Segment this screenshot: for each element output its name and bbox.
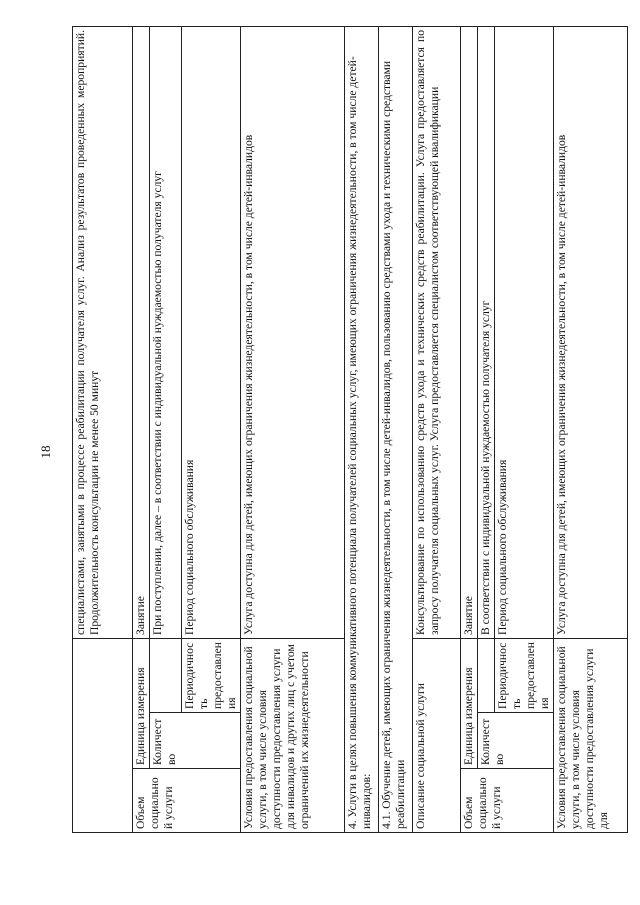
conditions-value: Услуга доступна для детей, имеющих ограничения жизнедеятельности, в том числе детей-инвалидов — [241, 26, 345, 638]
rotated-page — [72, 27, 610, 833]
periodicity-label: Периодичность предоставления — [182, 638, 241, 712]
volume-label: Объем социальной услуги — [461, 769, 554, 833]
conditions-label: Условия предоставления социальной услуги, в том числе условия доступности предоставления услуги для инвалидов и других лиц с учетом ограничений их жизнедеятельности — [241, 638, 345, 832]
table-row — [554, 26, 628, 832]
quantity-value: В соответствии с индивидуальной нуждаемостью получателя услуг — [478, 26, 495, 638]
continued-description: специалистами, занятыми в процессе реабилитации получателя услуг. Анализ результатов проведенных мероприятий. Продолжительность консультации не менее 50 минут — [73, 26, 133, 638]
quantity-label: Количество — [478, 713, 554, 769]
table-row — [182, 26, 241, 832]
unit-label: Единица измерения — [133, 638, 150, 768]
empty-cell — [478, 638, 495, 712]
conditions-value: Услуга доступна для детей, имеющих ограничения жизнедеятельности, в том числе детей-инвалидов — [554, 26, 628, 638]
page-number: 18 — [38, 445, 53, 459]
services-table — [72, 26, 628, 833]
table-row — [461, 26, 478, 832]
volume-label: Объем социальной услуги — [133, 769, 241, 833]
table-row — [345, 26, 379, 832]
periodicity-value: Период социального обслуживания — [182, 26, 241, 638]
quantity-label: Количество — [150, 713, 241, 769]
table-row — [379, 26, 413, 832]
conditions-label: Условия предоставления социальной услуги, в том числе условия доступности предоставления услуги для — [554, 638, 628, 832]
table-row — [73, 26, 133, 832]
table-row — [413, 26, 461, 832]
table-row — [241, 26, 345, 832]
table-row — [495, 26, 554, 832]
description-value: Консультирование по использованию средств ухода и технических средств реабилитации. Услуга предоставляется по запросу получателя социальных услуг. Услуга предоставляется специалистом соответствующей квалификации — [413, 26, 461, 638]
table-row — [478, 26, 495, 832]
section-4-heading: 4. Услуги в целях повышения коммуникативного потенциала получателей социальных услуг, имеющих ограничения жизнедеятельности, в том числе детей-инвалидов: — [345, 26, 379, 832]
section-4-1-heading: 4.1. Обучение детей, имеющих ограничения жизнедеятельности, в том числе детей-инвалидов, пользованию средствами ухода и техническими средствами реабилитации — [379, 26, 413, 832]
quantity-value: При поступлении, далее – в соответствии с индивидуальной нуждаемостью получателя услуг — [150, 26, 182, 638]
empty-cell — [73, 638, 133, 832]
empty-cell — [150, 638, 182, 712]
description-label: Описание социальной услуги — [413, 638, 461, 832]
unit-value: Занятие — [461, 26, 478, 638]
table-row — [133, 26, 150, 832]
table-row — [150, 26, 182, 832]
periodicity-label: Периодичность предоставления — [495, 638, 554, 712]
unit-label: Единица измерения — [461, 638, 478, 768]
periodicity-value: Период социального обслуживания — [495, 26, 554, 638]
unit-value: Занятие — [133, 26, 150, 638]
